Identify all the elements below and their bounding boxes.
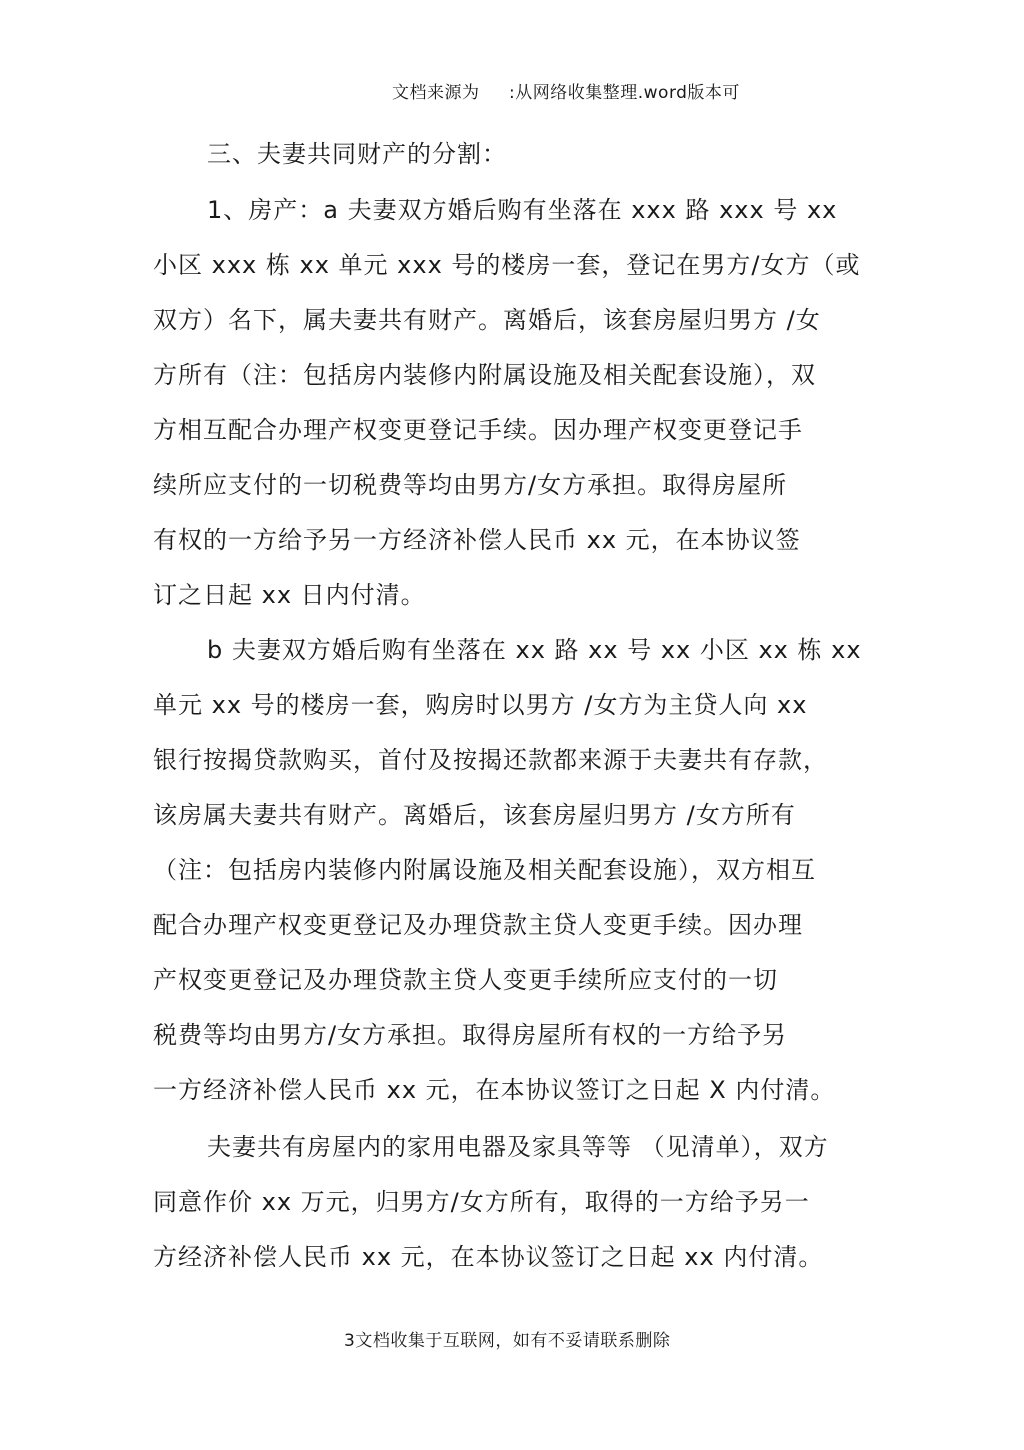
paragraph-line: 银行按揭贷款购买，首付及按揭还款都来源于夫妻共有存款， — [153, 746, 828, 774]
paragraph-line: 有权的一方给予另一方经济补偿人民币 xx 元，在本协议签 — [153, 526, 801, 554]
paragraph-line: 产权变更登记及办理贷款主贷人变更手续所应支付的一切 — [153, 966, 778, 994]
paragraph-line: 订之日起 xx 日内付清。 — [153, 581, 426, 609]
paragraph-line: 方经济补偿人民币 xx 元，在本协议签订之日起 xx 内付清。 — [153, 1243, 824, 1271]
paragraph-line: 同意作价 xx 万元，归男方/女方所有，取得的一方给予另一 — [153, 1188, 810, 1216]
paragraph-line: 方所有（注：包括房内装修内附属设施及相关配套设施），双 — [153, 361, 816, 389]
paragraph-line: 小区 xxx 栋 xx 单元 xxx 号的楼房一套，登记在男方/女方（或 — [153, 251, 861, 279]
section-heading: 三、夫妻共同财产的分割： — [207, 140, 507, 168]
paragraph-line: 续所应支付的一切税费等均由男方/女方承担。取得房屋所 — [153, 471, 788, 499]
paragraph-line: 该房属夫妻共有财产。离婚后，该套房屋归男方 /女方所有 — [153, 801, 796, 829]
paragraph-line: 一方经济补偿人民币 xx 元，在本协议签订之日起 X 内付清。 — [153, 1076, 836, 1104]
paragraph-line: 税费等均由男方/女方承担。取得房屋所有权的一方给予另 — [153, 1021, 788, 1049]
paragraph-line: 单元 xx 号的楼房一套，购房时以男方 /女方为主贷人向 xx — [153, 691, 808, 719]
paragraph-line: b 夫妻双方婚后购有坐落在 xx 路 xx 号 xx 小区 xx 栋 xx — [207, 636, 862, 664]
page-footer-note: 3文档收集于互联网，如有不妥请联系删除 — [344, 1331, 671, 1351]
paragraph-line: 1、房产：a 夫妻双方婚后购有坐落在 xxx 路 xxx 号 xx — [207, 196, 838, 224]
page-header-source-note: 文档来源为 :从网络收集整理.word版本可 — [392, 83, 740, 103]
paragraph-line: 方相互配合办理产权变更登记手续。因办理产权变更登记手 — [153, 416, 803, 444]
paragraph-line: 双方）名下，属夫妻共有财产。离婚后，该套房屋归男方 /女 — [153, 306, 821, 334]
paragraph-line: 配合办理产权变更登记及办理贷款主贷人变更手续。因办理 — [153, 911, 803, 939]
paragraph-line: （注：包括房内装修内附属设施及相关配套设施），双方相互 — [153, 856, 816, 884]
paragraph-line: 夫妻共有房屋内的家用电器及家具等等 （见清单），双方 — [207, 1133, 829, 1161]
